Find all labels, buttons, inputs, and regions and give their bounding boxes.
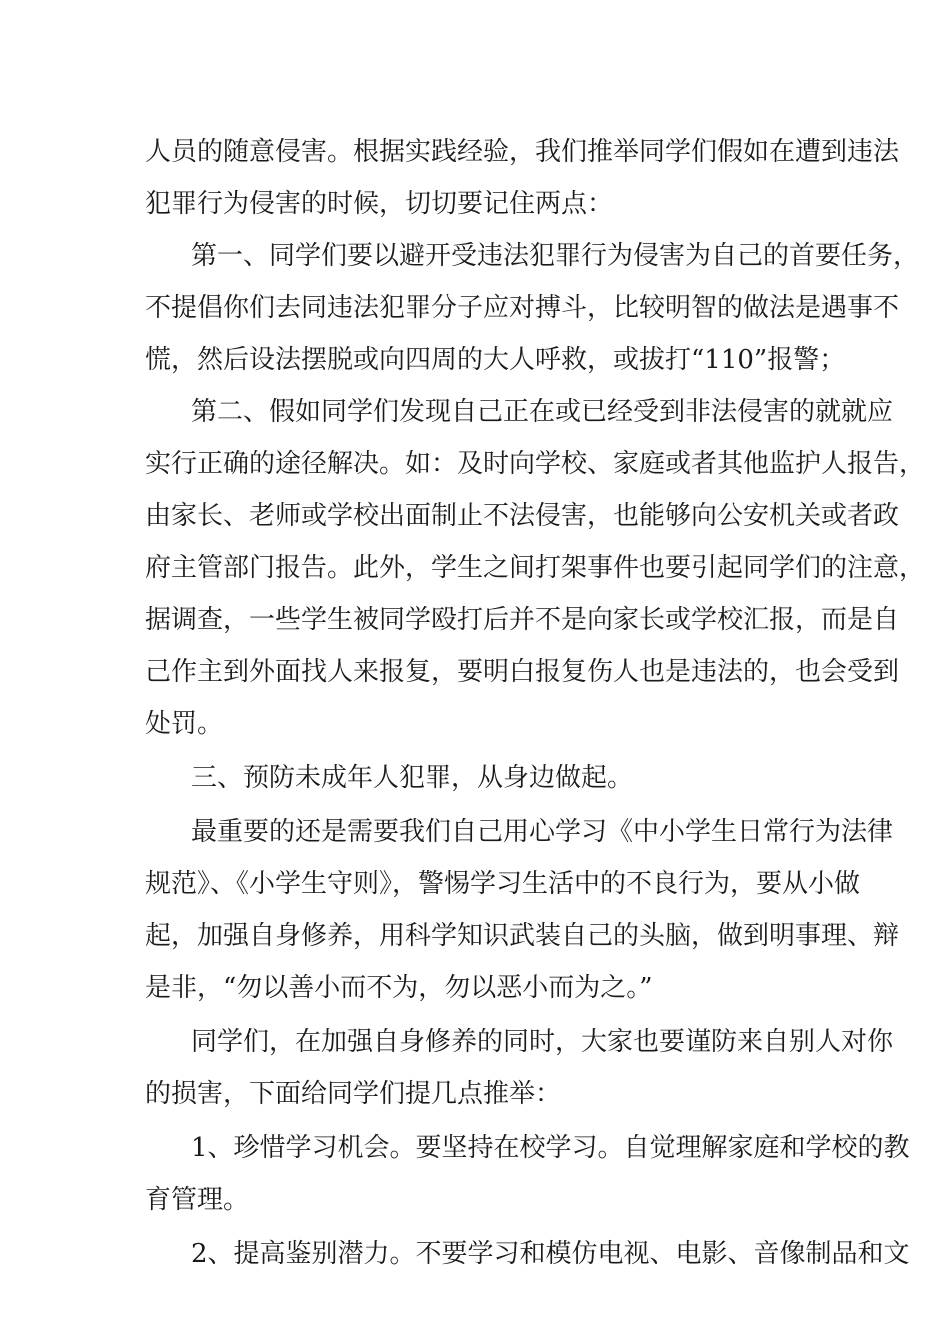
section-heading: 三、预防未成年人犯罪，从身边做起。 (191, 763, 634, 793)
text-line: 由家长、老师或学校出面制止不法侵害，也能够向公安机关或者政 (145, 501, 900, 531)
text-line: 起，加强自身修养，用科学知识武装自己的头脑，做到明事理、辩 (145, 921, 900, 951)
text-line: 1、珍惜学习机会。要坚持在校学习。自觉理解家庭和学校的教 (191, 1133, 910, 1163)
text-line: 的损害，下面给同学们提几点推举： (145, 1079, 562, 1109)
text-line: 规范》、《小学生守则》，警惕学习生活中的不良行为，要从小做 (145, 869, 861, 899)
text-line: 据调查，一些学生被同学殴打后并不是向家长或学校汇报，而是自 (145, 605, 900, 635)
text-line: 实行正确的途径解决。如：及时向学校、家庭或者其他监护人报告， (145, 449, 926, 479)
text-line: 是非，“勿以善小而不为，勿以恶小而为之。” (145, 973, 653, 1003)
text-line: 不提倡你们去同违法犯罪分子应对搏斗，比较明智的做法是遇事不 (145, 293, 900, 323)
text-line: 同学们，在加强自身修养的同时，大家也要谨防来自别人对你 (191, 1027, 894, 1057)
text-line: 第二、假如同学们发现自己正在或已经受到非法侵害的就就应 (191, 397, 894, 427)
text-line: 处罚。 (145, 709, 224, 739)
text-line: 最重要的还是需要我们自己用心学习《中小学生日常行为法律 (191, 817, 894, 847)
text-line: 人员的随意侵害。根据实践经验，我们推举同学们假如在遭到违法 (145, 137, 900, 167)
text-line: 育管理。 (145, 1185, 250, 1215)
text-line: 犯罪行为侵害的时候，切切要记住两点： (145, 189, 614, 219)
text-line: 慌，然后设法摆脱或向四周的大人呼救，或拔打“110”报警； (145, 345, 846, 375)
text-line: 己作主到外面找人来报复，要明白报复伤人也是违法的，也会受到 (145, 657, 900, 687)
text-line: 府主管部门报告。此外，学生之间打架事件也要引起同学们的注意， (145, 553, 926, 583)
text-line: 第一、同学们要以避开受违法犯罪行为侵害为自己的首要任务， (191, 241, 920, 271)
text-line: 2、提高鉴别潜力。不要学习和模仿电视、电影、音像制品和文 (191, 1239, 910, 1269)
